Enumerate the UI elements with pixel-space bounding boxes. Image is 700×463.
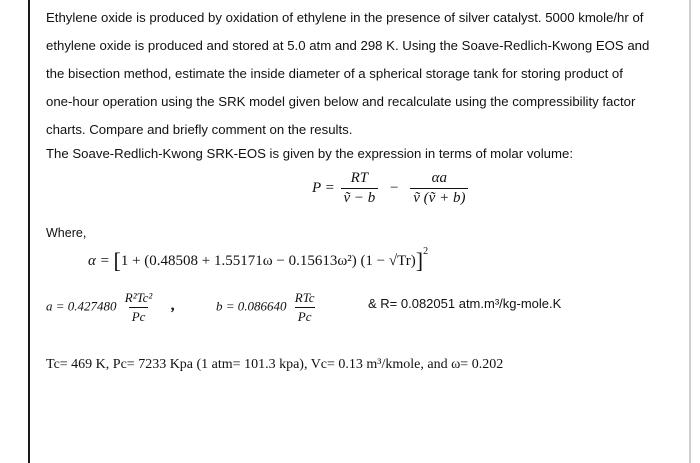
a-numerator: R²Tc² bbox=[124, 290, 153, 305]
a-lhs: a = 0.427480 bbox=[46, 298, 117, 314]
srk-term1-numerator: RT bbox=[350, 170, 369, 186]
srk-term1 bbox=[341, 170, 379, 207]
srk-term1-denominator: ṽ − b bbox=[341, 188, 379, 207]
a-equation bbox=[46, 290, 175, 325]
b-equation bbox=[216, 290, 320, 325]
b-numerator: RTc bbox=[294, 290, 315, 305]
b-lhs: b = 0.086640 bbox=[216, 298, 287, 314]
problem-statement bbox=[46, 4, 682, 144]
alpha-exponent: 2 bbox=[423, 246, 429, 257]
right-border bbox=[689, 0, 691, 463]
srk-equation bbox=[312, 170, 470, 207]
alpha-close-bracket: ] bbox=[415, 248, 424, 273]
where-label: Where, bbox=[46, 226, 87, 240]
problem-line: charts. Compare and briefly comment on the results. bbox=[46, 122, 353, 137]
problem-line: ethylene oxide is produced and stored at 5.0 atm and 298 K. Using the Soave-Redlich-Kwong EOS and bbox=[46, 38, 650, 53]
b-denominator: Pc bbox=[295, 307, 315, 325]
srk-minus: − bbox=[390, 179, 399, 196]
separator-comma: , bbox=[170, 297, 175, 315]
b-fraction bbox=[292, 290, 318, 325]
alpha-open-bracket: [ bbox=[113, 248, 121, 273]
left-border bbox=[28, 0, 30, 463]
alpha-equation bbox=[88, 246, 428, 274]
problem-line: one-hour operation using the SRK model given below and recalculate using the compressibility factor bbox=[46, 94, 636, 109]
alpha-lhs: α = bbox=[88, 253, 114, 269]
given-values: Tc= 469 K, Pc= 7233 Kpa (1 atm= 101.3 kpa), Vc= 0.13 m³/kmole, and ω= 0.202 bbox=[46, 357, 504, 372]
alpha-body: 1 + (0.48508 + 1.55171ω − 0.15613ω²) (1 − √Tr) bbox=[120, 253, 416, 269]
gas-constant-definition: & R= 0.082051 atm.m³/kg-mole.K bbox=[368, 296, 562, 311]
problem-line: Ethylene oxide is produced by oxidation of ethylene in the presence of silver catalyst. 5000 kmole/hr of bbox=[46, 10, 644, 25]
srk-term2 bbox=[410, 170, 468, 207]
a-fraction bbox=[122, 290, 156, 325]
srk-lhs: P = bbox=[312, 179, 335, 196]
a-denominator: Pc bbox=[129, 307, 149, 325]
srk-term2-numerator: αa bbox=[431, 170, 448, 186]
srk-term2-denominator: ṽ (ṽ + b) bbox=[410, 188, 468, 207]
problem-line: the bisection method, estimate the inside diameter of a spherical storage tank for storing product of bbox=[46, 66, 623, 81]
srk-intro: The Soave-Redlich-Kwong SRK-EOS is given by the expression in terms of molar volume: bbox=[46, 146, 573, 161]
